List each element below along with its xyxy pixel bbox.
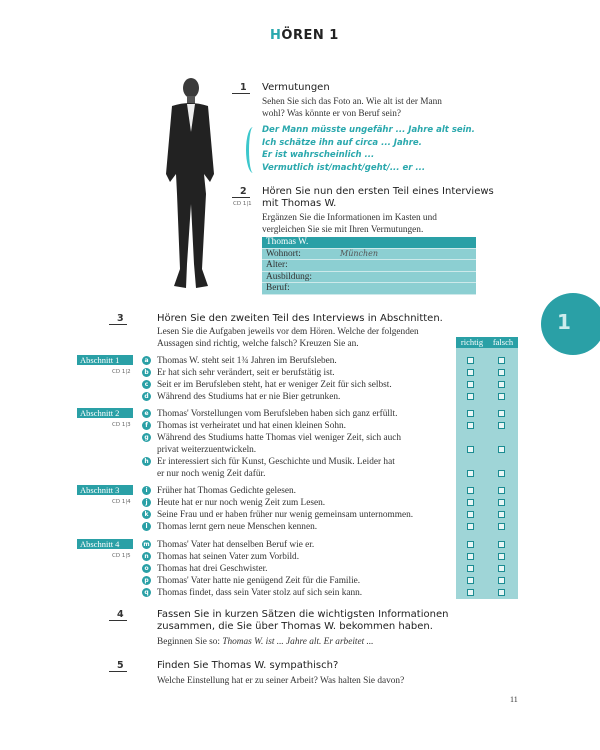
checkbox-falsch[interactable] xyxy=(498,553,505,560)
statement-text: Während des Studiums hat er nie Bier getrunken. xyxy=(157,392,341,402)
checkbox-falsch[interactable] xyxy=(498,541,505,548)
checkbox-falsch[interactable] xyxy=(498,369,505,376)
checkbox-richtig[interactable] xyxy=(467,553,474,560)
info-table xyxy=(262,237,476,295)
info-row-alter[interactable]: Alter: xyxy=(262,260,476,272)
cd-track: CD 1|4 xyxy=(112,499,131,505)
checkbox-falsch[interactable] xyxy=(498,357,505,364)
item-letter-badge: j xyxy=(142,498,151,507)
cd-track: CD 1|5 xyxy=(112,553,131,559)
info-row-wohnort[interactable]: Wohnort: München xyxy=(262,249,476,261)
task-5-title: Finden Sie Thomas W. sympathisch? xyxy=(157,660,339,671)
info-table-header: Thomas W. xyxy=(262,237,476,249)
checkbox-richtig[interactable] xyxy=(467,422,474,429)
checkbox-richtig[interactable] xyxy=(467,541,474,548)
checkbox-richtig[interactable] xyxy=(467,369,474,376)
task-5-number: 5 xyxy=(109,660,127,672)
checkbox-falsch[interactable] xyxy=(498,470,505,477)
statement-text: Thomas' Vorstellungen vom Berufsleben haben sich ganz erfüllt. xyxy=(157,409,398,419)
checkbox-falsch[interactable] xyxy=(498,577,505,584)
item-letter-badge: m xyxy=(143,541,150,548)
answer-panel xyxy=(456,337,518,599)
checkbox-richtig[interactable] xyxy=(467,565,474,572)
checkbox-richtig[interactable] xyxy=(467,499,474,506)
statement-text: Thomas findet, dass sein Vater stolz auf sich sein kann. xyxy=(157,588,363,598)
checkbox-richtig[interactable] xyxy=(467,577,474,584)
item-letter-badge: i xyxy=(142,486,151,495)
checkbox-falsch[interactable] xyxy=(498,381,505,388)
task-3-body: Lesen Sie die Aufgaben jeweils vor dem Hören. Welche der folgenden Aussagen sind richtig, welche falsch? Kreuzen Sie an. xyxy=(157,327,419,349)
statement-text: Thomas lernt gern neue Menschen kennen. xyxy=(157,522,318,532)
statement-text: Thomas' Vater hatte nie genügend Zeit für die Familie. xyxy=(157,576,361,586)
item-letter-badge: k xyxy=(142,510,151,519)
checkbox-falsch[interactable] xyxy=(498,446,505,453)
task-4-title: Fassen Sie in kurzen Sätzen die wichtigsten Informationen zusammen, die Sie über Thomas W. bekommen haben. xyxy=(157,609,449,632)
item-letter-badge: n xyxy=(142,552,151,561)
checkbox-falsch[interactable] xyxy=(498,393,505,400)
item-letter-badge: e xyxy=(142,409,151,418)
checkbox-richtig[interactable] xyxy=(467,589,474,596)
checkbox-richtig[interactable] xyxy=(467,357,474,364)
checkbox-richtig[interactable] xyxy=(467,446,474,453)
task-2-number: 2 xyxy=(232,186,250,198)
task-3-title: Hören Sie den zweiten Teil des Interviews in Abschnitten. xyxy=(157,313,443,324)
man-photo xyxy=(150,74,230,302)
statement-text: Thomas hat seinen Vater zum Vorbild. xyxy=(157,552,300,562)
checkbox-richtig[interactable] xyxy=(467,487,474,494)
checkbox-falsch[interactable] xyxy=(498,565,505,572)
task-1-title: Vermutungen xyxy=(262,82,330,93)
task-2-title: Hören Sie nun den ersten Teil eines Interviews mit Thomas W. xyxy=(262,186,494,209)
page-number: 11 xyxy=(510,695,518,704)
statement-text: Seine Frau und er haben früher nur wenig gemeinsam unternommen. xyxy=(157,510,414,520)
page-title: HÖREN 1 xyxy=(270,28,339,43)
task-4-body: Beginnen Sie so: Thomas W. ist ... Jahre alt. Er arbeitet ... xyxy=(157,637,374,647)
checkbox-richtig[interactable] xyxy=(467,381,474,388)
info-row-beruf[interactable]: Beruf: xyxy=(262,283,476,295)
answer-header: richtig falsch xyxy=(456,337,518,348)
statement-text: Thomas W. steht seit 1¾ Jahren im Berufsleben. xyxy=(157,356,337,366)
item-letter-badge: l xyxy=(142,522,151,531)
checkbox-richtig[interactable] xyxy=(467,393,474,400)
handwritten-value: München xyxy=(340,248,379,258)
checkbox-richtig[interactable] xyxy=(467,410,474,417)
checkbox-richtig[interactable] xyxy=(467,511,474,518)
cd-track: CD 1|2 xyxy=(112,369,131,375)
item-letter-badge: h xyxy=(142,457,151,466)
task-4-number: 4 xyxy=(109,609,127,621)
checkbox-falsch[interactable] xyxy=(498,523,505,530)
item-letter-badge: o xyxy=(142,564,151,573)
task-1-number: 1 xyxy=(232,82,250,94)
checkbox-richtig[interactable] xyxy=(467,523,474,530)
bracket-decoration xyxy=(246,127,260,173)
checkbox-richtig[interactable] xyxy=(467,470,474,477)
checkbox-falsch[interactable] xyxy=(498,511,505,518)
checkbox-falsch[interactable] xyxy=(498,410,505,417)
item-letter-badge: p xyxy=(142,576,151,585)
task-3-number: 3 xyxy=(109,313,127,325)
checkbox-falsch[interactable] xyxy=(498,499,505,506)
statement-text: Seit er im Berufsleben steht, hat er weniger Zeit für sich selbst. xyxy=(157,380,392,390)
statement-text: Er interessiert sich für Kunst, Geschichte und Musik. Leider hat xyxy=(157,457,395,467)
chapter-number: 1 xyxy=(557,310,571,334)
checkbox-falsch[interactable] xyxy=(498,487,505,494)
section-label: Abschnitt 3 xyxy=(77,485,133,495)
statement-text: Er hat sich sehr verändert, seit er berufstätig ist. xyxy=(157,368,335,378)
checkbox-falsch[interactable] xyxy=(498,422,505,429)
item-letter-badge: c xyxy=(142,380,151,389)
statement-text: Thomas ist verheiratet und hat einen kleinen Sohn. xyxy=(157,421,346,431)
item-letter-badge: b xyxy=(142,368,151,377)
item-letter-badge: g xyxy=(142,433,151,442)
statement-text: Früher hat Thomas Gedichte gelesen. xyxy=(157,486,296,496)
cd-track: CD 1|3 xyxy=(112,422,131,428)
item-letter-badge: q xyxy=(142,588,151,597)
info-row-ausbildung[interactable]: Ausbildung: xyxy=(262,272,476,284)
section-label: Abschnitt 2 xyxy=(77,408,133,418)
item-letter-badge: f xyxy=(142,421,151,430)
task-5-body: Welche Einstellung hat er zu seiner Arbeit? Was halten Sie davon? xyxy=(157,676,405,686)
cd-track: CD 1|1 xyxy=(233,201,252,207)
section-label: Abschnitt 4 xyxy=(77,539,133,549)
statement-text: Thomas' Vater hat denselben Beruf wie er. xyxy=(157,540,315,550)
task-1-body: Sehen Sie sich das Foto an. Wie alt ist der Mann wohl? Was könnte er von Beruf sein? xyxy=(262,97,442,119)
statement-text: privat weiterzuentwickeln. xyxy=(157,445,257,455)
checkbox-falsch[interactable] xyxy=(498,589,505,596)
statement-text: Während des Studiums hatte Thomas viel weniger Zeit, sich auch xyxy=(157,433,402,443)
item-letter-badge: a xyxy=(142,356,151,365)
phrase-list: Der Mann müsste ungefähr ... Jahre alt sein. Ich schätze ihn auf circa ... Jahre. Er ist wahrscheinlich ... Vermutlich ist/macht/geht/... er ... xyxy=(262,125,475,173)
statement-text: Thomas hat drei Geschwister. xyxy=(157,564,268,574)
statement-text: er nur noch wenig Zeit dafür. xyxy=(157,469,266,479)
statement-text: Heute hat er nur noch wenig Zeit zum Lesen. xyxy=(157,498,326,508)
task-2-body: Ergänzen Sie die Informationen im Kasten und vergleichen Sie sie mit Ihren Vermutungen. xyxy=(262,213,437,235)
item-letter-badge: d xyxy=(142,392,151,401)
section-label: Abschnitt 1 xyxy=(77,355,133,365)
